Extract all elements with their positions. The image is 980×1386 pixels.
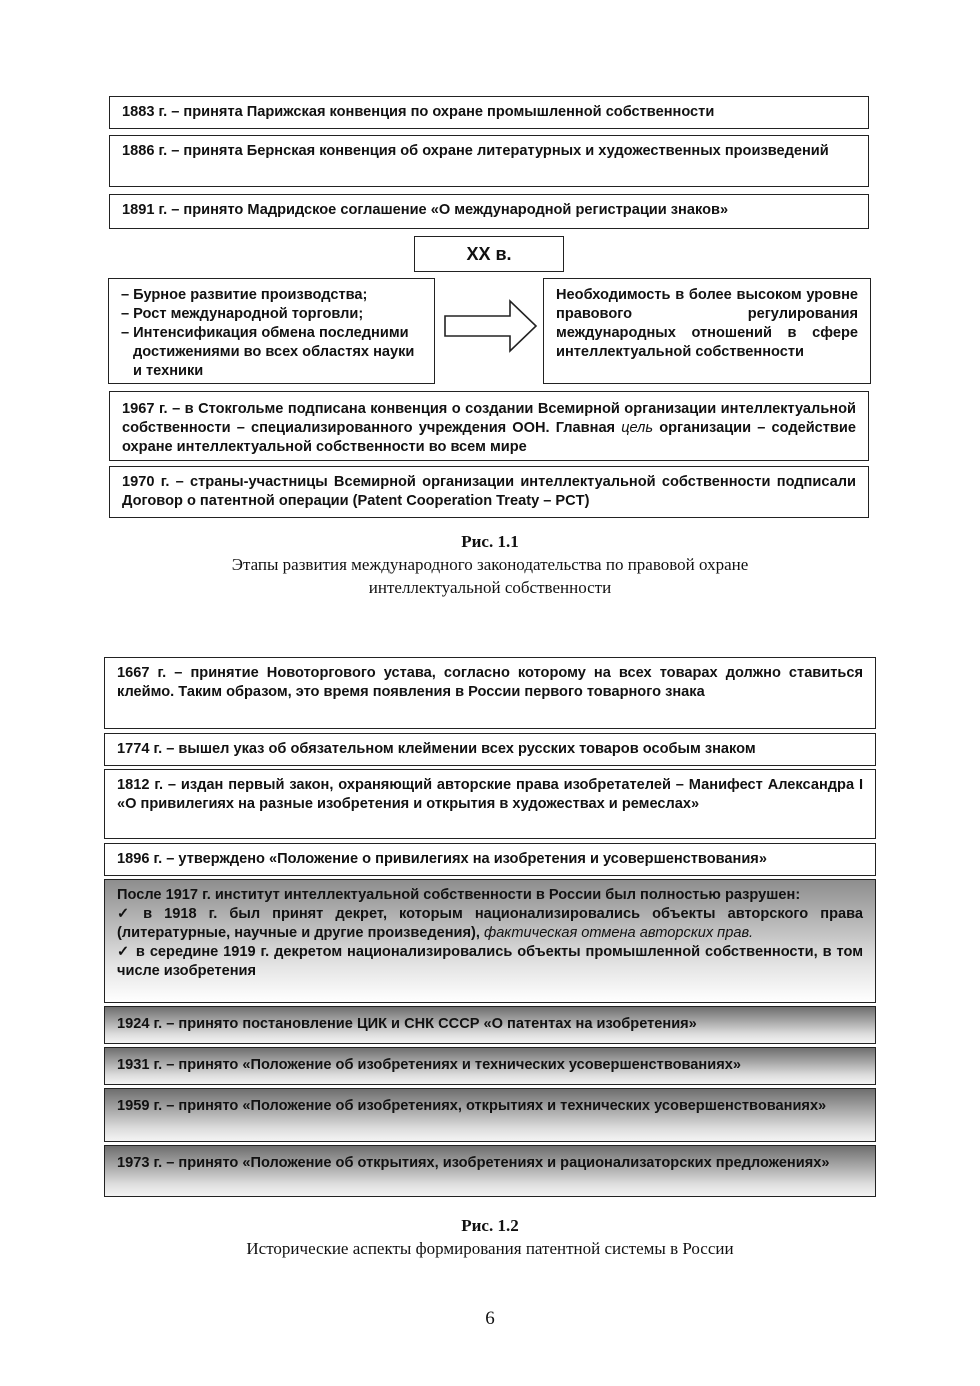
event-1667 xyxy=(104,657,876,729)
event-1931 xyxy=(104,1047,876,1085)
event-1918-italic: фактическая отмена авторских прав. xyxy=(484,925,754,941)
event-1931-text: 1931 г. – принято «Положение об изобретениях и технических усовершенствованиях» xyxy=(117,1057,741,1073)
event-1896-text: 1896 г. – утверждено «Положение о привилегиях на изобретения и усовершенствования» xyxy=(117,851,767,867)
event-1967-goal: цель xyxy=(621,420,654,436)
figure-2-title: Исторические аспекты формирования патентной системы в России xyxy=(246,1239,734,1258)
event-1886-text: 1886 г. – принята Бернская конвенция об охране литературных и художественных произведений xyxy=(122,143,829,159)
page-number: 6 xyxy=(485,1308,495,1329)
event-1959-text: 1959 г. – принято «Положение об изобретениях, открытиях и технических усовершенствованиях» xyxy=(117,1098,827,1114)
century-label xyxy=(414,236,564,272)
century-text: XX в. xyxy=(466,244,512,264)
event-1891-text: 1891 г. – принято Мадридское соглашение «О международной регистрации знаков» xyxy=(122,202,729,218)
figure-2-number: Рис. 1.2 xyxy=(461,1216,519,1235)
event-1970 xyxy=(109,466,869,518)
event-1886 xyxy=(109,135,869,187)
cause-item: – Интенсификация обмена последними достижениями во всех областях науки и техники xyxy=(121,325,415,379)
checkmark-icon: ✓ xyxy=(117,944,130,960)
checkmark-icon: ✓ xyxy=(117,906,130,922)
event-1896 xyxy=(104,843,876,876)
event-1917 xyxy=(104,879,876,1003)
event-1774 xyxy=(104,733,876,766)
event-1924 xyxy=(104,1006,876,1044)
event-1774-text: 1774 г. – вышел указ об обязательном клеймении всех русских товаров особым знаком xyxy=(117,741,756,757)
necessity-text: Необходимость в более высоком уровне правового регулирования международных отношений в сфере интеллектуальной собственности xyxy=(556,287,858,360)
necessity-box xyxy=(543,278,871,384)
event-1973-text: 1973 г. – принято «Положение об открытиях, изобретениях и рационализаторских предложениях» xyxy=(117,1155,830,1171)
event-1918-text: в 1918 г. был принят декрет, которым национализировались объекты авторского права (литературные, научные и другие произведения), xyxy=(117,906,863,941)
figure-2-caption xyxy=(0,1214,980,1260)
event-1919-text: в середине 1919 г. декретом национализировались объекты промышленной собственности, в том числе изобретения xyxy=(117,944,863,979)
causes-list xyxy=(108,278,435,384)
event-1812-text: 1812 г. – издан первый закон, охраняющий авторские права изобретателей – Манифест Александра I «О привилегиях на разные изобретения и открытия в художествах и ремеслах» xyxy=(117,777,863,812)
event-1970-text: 1970 г. – страны-участницы Всемирной организации интеллектуальной собственности подписали Договор о патентной операции (Patent Cooperation Treaty – PCT) xyxy=(122,474,856,509)
figure-1-title-line1: Этапы развития международного законодательства по правовой охране xyxy=(231,555,749,574)
event-1924-text: 1924 г. – принято постановление ЦИК и СНК СССР «О патентах на изобретения» xyxy=(117,1016,697,1032)
event-1883-text: 1883 г. – принята Парижская конвенция по охране промышленной собственности xyxy=(122,104,715,120)
event-1812 xyxy=(104,769,876,839)
event-1891 xyxy=(109,194,869,229)
event-1973 xyxy=(104,1145,876,1197)
event-1917-intro: После 1917 г. институт интеллектуальной собственности в России был полностью разрушен: xyxy=(117,887,801,903)
cause-item: – Рост международной торговли; xyxy=(121,306,364,322)
figure-1-caption xyxy=(0,530,980,599)
right-arrow-icon xyxy=(442,298,540,354)
event-1959 xyxy=(104,1088,876,1142)
event-1967-text-a: 1967 г. – в Стокгольме подписана конвенция о создании Всемирной организации интеллектуальной собственности – специализированного учреждения ООН. Главная xyxy=(122,401,856,436)
cause-item: – Бурное развитие производства; xyxy=(121,287,368,303)
figure-1-title-line2: интеллектуальной собственности xyxy=(368,578,612,597)
event-1883 xyxy=(109,96,869,129)
event-1967 xyxy=(109,391,869,461)
event-1667-text: 1667 г. – принятие Новоторгового устава, согласно которому на всех товарах должно ставиться клеймо. Таким образом, это время появления в России первого товарного знака xyxy=(117,665,863,700)
event-1967-text-b: организации – содействие охране интеллектуальной собственности во всем мире xyxy=(122,420,856,455)
figure-1-number: Рис. 1.1 xyxy=(461,532,519,551)
